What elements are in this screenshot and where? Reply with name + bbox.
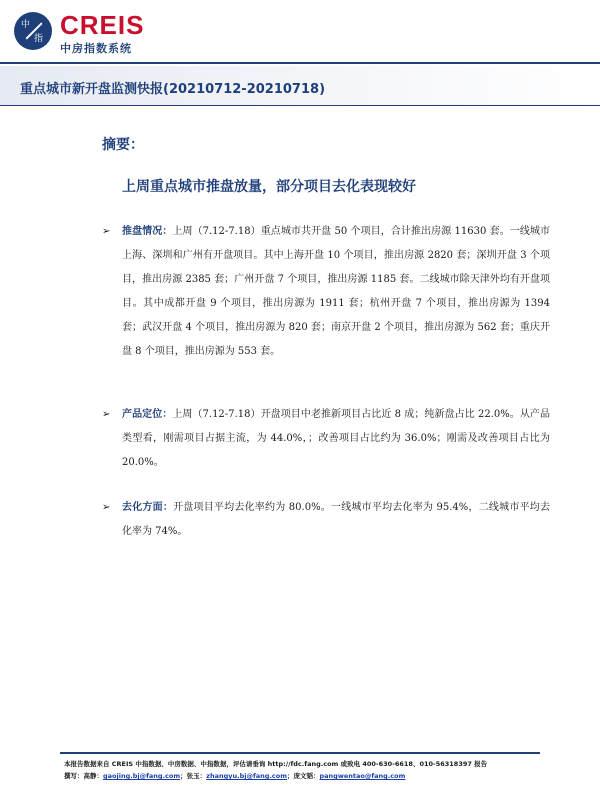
email-link-zhangyu[interactable]: zhangyu.bj@fang.com [206,772,288,780]
report-title: 重点城市新开盘监测快报(20210712-20210718) [20,82,326,97]
footer [64,758,544,782]
summary-headline: 上周重点城市推盘放量，部分项目去化表现较好 [122,179,416,195]
logo-subtitle: 中房指数系统 [60,42,132,55]
top-divider [0,62,600,64]
section-text: 开盘项目平均去化率约为 80.0%。一线城市平均去化率为 95.4%，二线城市平均去化率为 74%。 [122,502,550,537]
bullet-arrow-icon: ➢ [102,226,111,237]
section-label: 去化方面： [122,502,174,513]
section-label: 推盘情况： [122,226,173,237]
header-divider [0,105,600,106]
logo-wordmark: CREIS [60,10,145,40]
section-paragraph [122,220,550,364]
bullet-arrow-icon: ➢ [102,409,111,420]
logo-badge-char-1: 中 [21,20,31,30]
logo-badge-icon [14,12,52,50]
section-product [102,403,550,475]
section-label: 产品定位： [122,409,173,420]
email-link-gaojing[interactable]: gaojing.bj@fang.com [103,772,181,780]
footer-source-line: 本报告数据来自 CREIS 中指数据、中房数据、中指数据，评估请垂询 http://fdc.fang.com 或致电 400-630-6618、010-56318397 报告 [64,760,488,768]
creis-logo [14,12,184,56]
footer-divider [60,752,540,754]
logo-badge-char-2: 指 [34,34,44,44]
footer-authors-line [64,770,544,782]
section-supply [102,220,550,364]
section-text: 上周（7.12-7.18）重点城市共开盘 50 个项目，合计推出房源 11630 套。一线城市上海、深圳和广州有开盘项目。其中上海开盘 10 个项目，推出房源 2820 套；深圳开盘 3 个项目，推出房源 2385 套；广州开盘 7 个项目，推出房源 1185 套。二线城市除天津外均有开盘项目。其中成都开盘 9 个项目，推出房源为 1911 套；杭州开盘 7 个项目，推出房源为 1394 套；武汉开盘 4 个项目，推出房源为 820 套；南京开盘 2 个项目，推出房源为 562 套；重庆开盘 8 个项目，推出房源为 553 套。 [122,226,551,357]
summary-label: 摘要： [102,137,144,153]
footer-author-prefix: 撰写：高静： [64,772,103,780]
footer-separator: ；庞文韬： [287,772,320,780]
section-paragraph [122,496,550,544]
bullet-arrow-icon: ➢ [102,502,111,513]
section-paragraph [122,403,550,475]
footer-separator: ；张玉： [180,772,207,780]
section-absorption [102,496,550,544]
email-link-pangwentao[interactable]: pangwentao@fang.com [319,772,406,780]
section-text: 上周（7.12-7.18）开盘项目中老推新项目占比近 8 成；纯新盘占比 22.0%。从产品类型看，刚需项目占据主流，为 44.0%，；改善项目占比约为 36.0%；刚需及改善项目占比为 20.0%。 [122,409,550,468]
